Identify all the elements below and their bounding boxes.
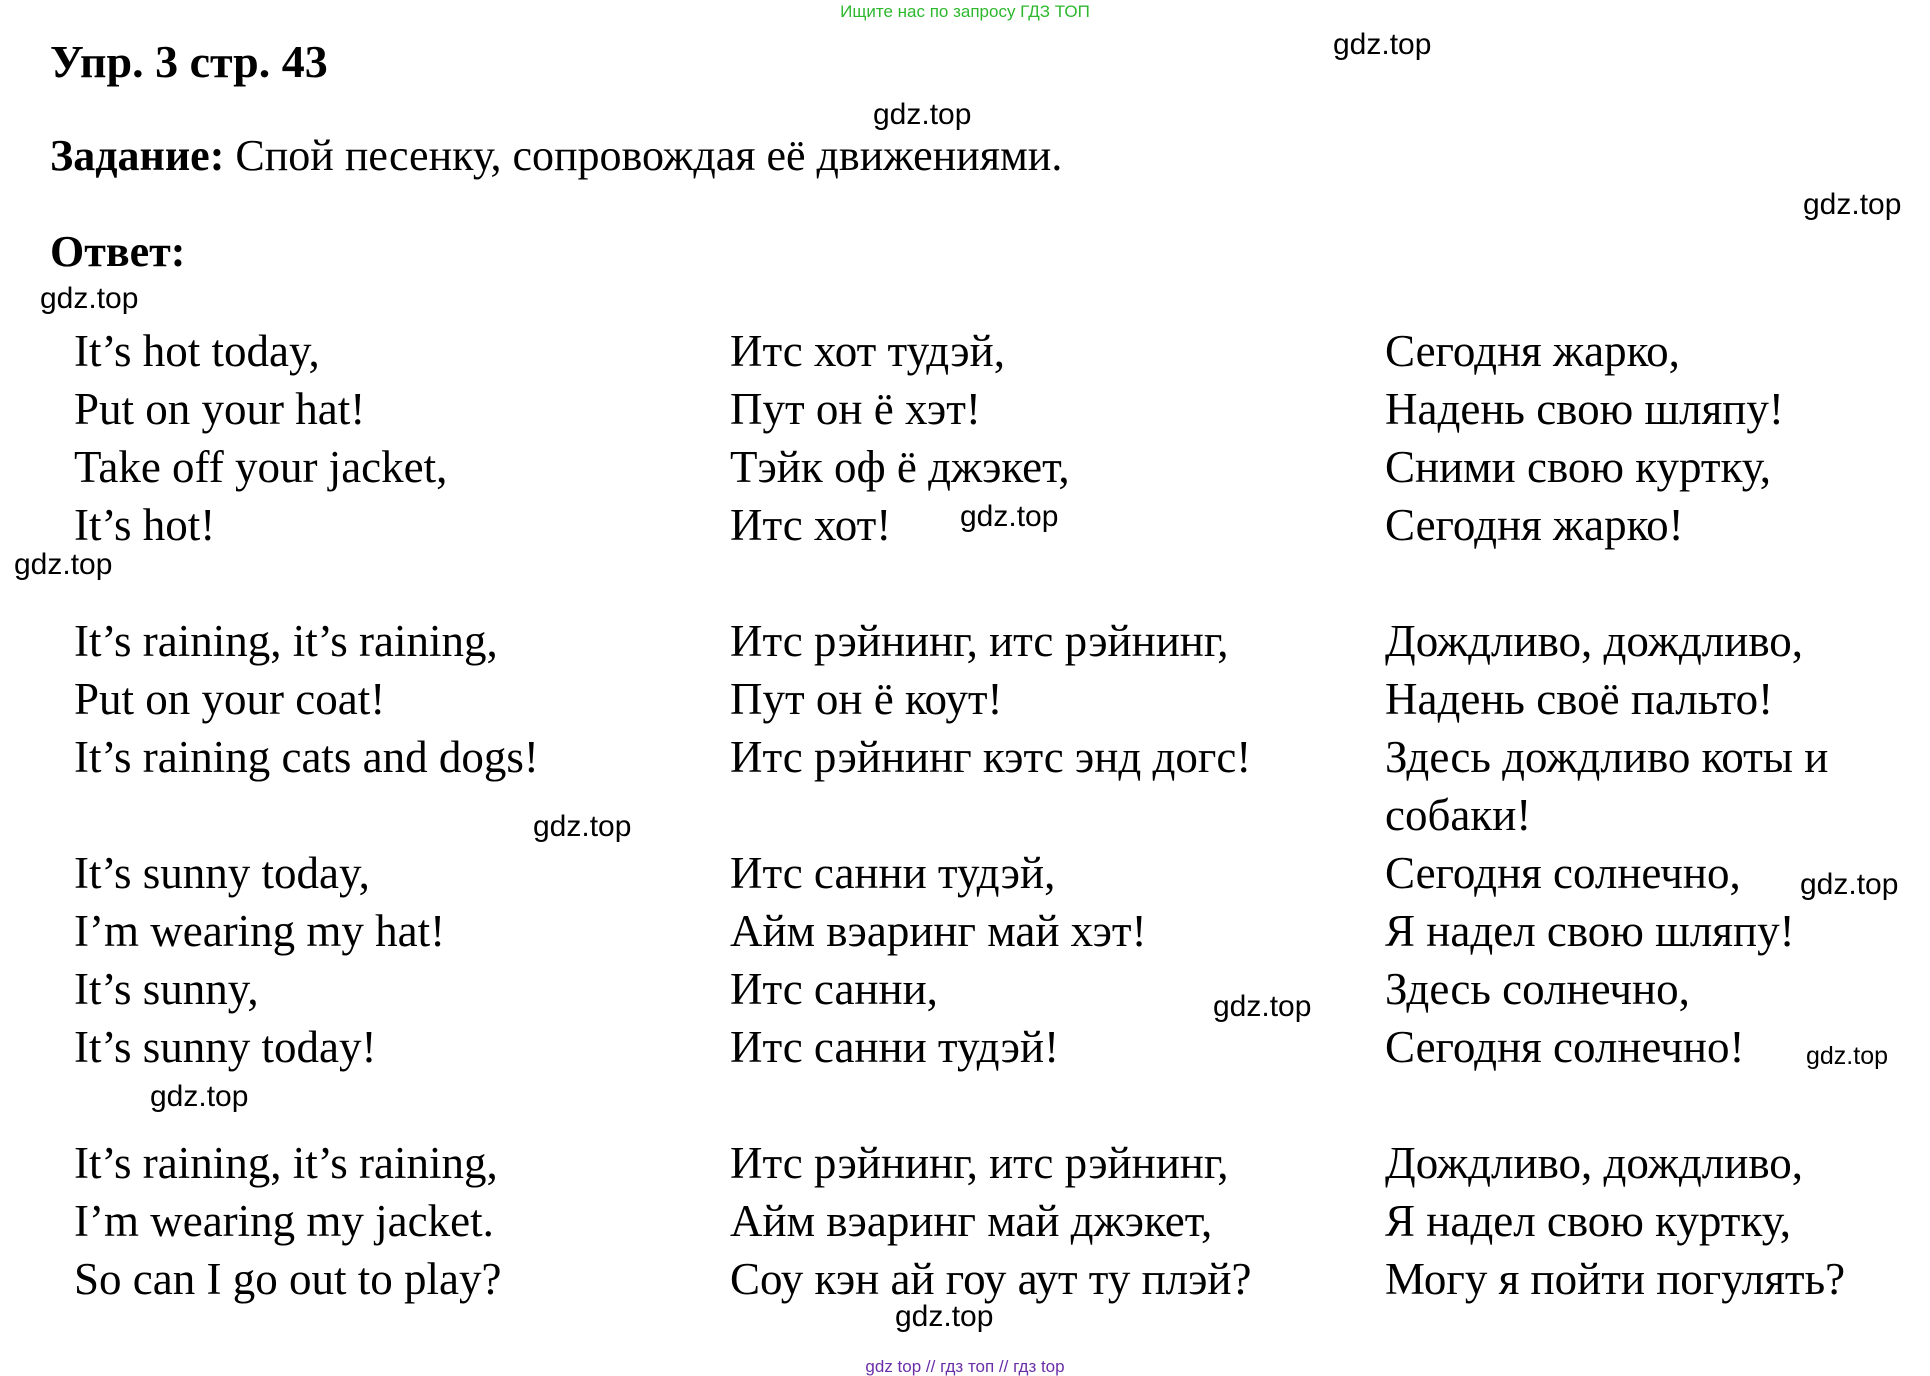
task-text: Спой песенку, сопровождая её движениями. xyxy=(224,131,1063,180)
watermark: gdz.top xyxy=(873,98,972,131)
watermark: gdz.top xyxy=(1803,188,1902,221)
page-title: Упр. 3 стр. 43 xyxy=(50,36,328,87)
watermark: gdz.top xyxy=(960,500,1059,533)
russian-line: Надень своё пальто! xyxy=(1385,674,1774,724)
russian-line: Здесь солнечно, xyxy=(1385,964,1690,1014)
watermark: gdz.top xyxy=(895,1300,994,1333)
english-line: It’s sunny today! xyxy=(74,1022,377,1072)
watermark: gdz.top xyxy=(1213,990,1312,1023)
english-line: Take off your jacket, xyxy=(74,442,448,492)
english-line: It’s hot today, xyxy=(74,326,320,376)
transcription-line: Итс санни, xyxy=(730,964,938,1014)
watermark: gdz.top xyxy=(1333,28,1432,61)
bottom-banner: gdz top // гдз топ // гдз top xyxy=(865,1357,1065,1376)
transcription-line: Тэйк оф ё джэкет, xyxy=(730,442,1070,492)
transcription-line: Пут он ё коут! xyxy=(730,674,1003,724)
transcription-line: Итс рэйнинг, итс рэйнинг, xyxy=(730,616,1229,666)
russian-line: Я надел свою шляпу! xyxy=(1385,906,1795,956)
russian-line: Сегодня жарко, xyxy=(1385,326,1680,376)
watermark: gdz.top xyxy=(14,548,113,581)
task-label: Задание: xyxy=(50,131,225,180)
english-line: It’s raining, it’s raining, xyxy=(74,1138,498,1188)
transcription-line: Итс санни тудэй! xyxy=(730,1022,1060,1072)
russian-line: Сними свою куртку, xyxy=(1385,442,1772,492)
russian-line: Дождливо, дождливо, xyxy=(1385,1138,1804,1188)
watermark: gdz.top xyxy=(40,282,139,315)
english-line: So can I go out to play? xyxy=(74,1254,502,1304)
watermark: gdz.top xyxy=(533,810,632,843)
transcription-line: Итс рэйнинг кэтс энд догс! xyxy=(730,732,1252,782)
russian-line: Могу я пойти погулять? xyxy=(1385,1254,1846,1304)
transcription-line: Итс рэйнинг, итс рэйнинг, xyxy=(730,1138,1229,1188)
answer-label: Ответ: xyxy=(50,227,186,276)
english-line: I’m wearing my jacket. xyxy=(74,1196,494,1246)
english-line: I’m wearing my hat! xyxy=(74,906,446,956)
english-line: It’s sunny, xyxy=(74,964,259,1014)
transcription-line: Айм вэаринг май джэкет, xyxy=(730,1196,1213,1246)
task-statement xyxy=(50,130,1062,183)
transcription-line: Итс хот тудэй, xyxy=(730,326,1005,376)
english-line: Put on your hat! xyxy=(74,384,366,434)
watermark: gdz.top xyxy=(1806,1042,1889,1070)
russian-line: Сегодня солнечно! xyxy=(1385,1022,1745,1072)
transcription-line: Соу кэн ай гоу аут ту плэй? xyxy=(730,1254,1252,1304)
transcription-line: Пут он ё хэт! xyxy=(730,384,981,434)
russian-line: Надень свою шляпу! xyxy=(1385,384,1784,434)
transcription-line: Итс хот! xyxy=(730,500,892,550)
top-banner: Ищите нас по запросу ГДЗ ТОП xyxy=(840,2,1090,21)
watermark: gdz.top xyxy=(150,1080,249,1113)
watermark: gdz.top xyxy=(1800,868,1899,901)
russian-line: собаки! xyxy=(1385,790,1532,840)
russian-line: Сегодня солнечно, xyxy=(1385,848,1741,898)
russian-line: Здесь дождливо коты и xyxy=(1385,732,1829,782)
english-line: It’s hot! xyxy=(74,500,216,550)
russian-line: Дождливо, дождливо, xyxy=(1385,616,1804,666)
russian-line: Сегодня жарко! xyxy=(1385,500,1684,550)
russian-line: Я надел свою куртку, xyxy=(1385,1196,1791,1246)
english-line: It’s raining cats and dogs! xyxy=(74,732,539,782)
transcription-line: Итс санни тудэй, xyxy=(730,848,1056,898)
english-line: It’s sunny today, xyxy=(74,848,370,898)
transcription-line: Айм вэаринг май хэт! xyxy=(730,906,1147,956)
english-line: It’s raining, it’s raining, xyxy=(74,616,498,666)
english-line: Put on your coat! xyxy=(74,674,386,724)
